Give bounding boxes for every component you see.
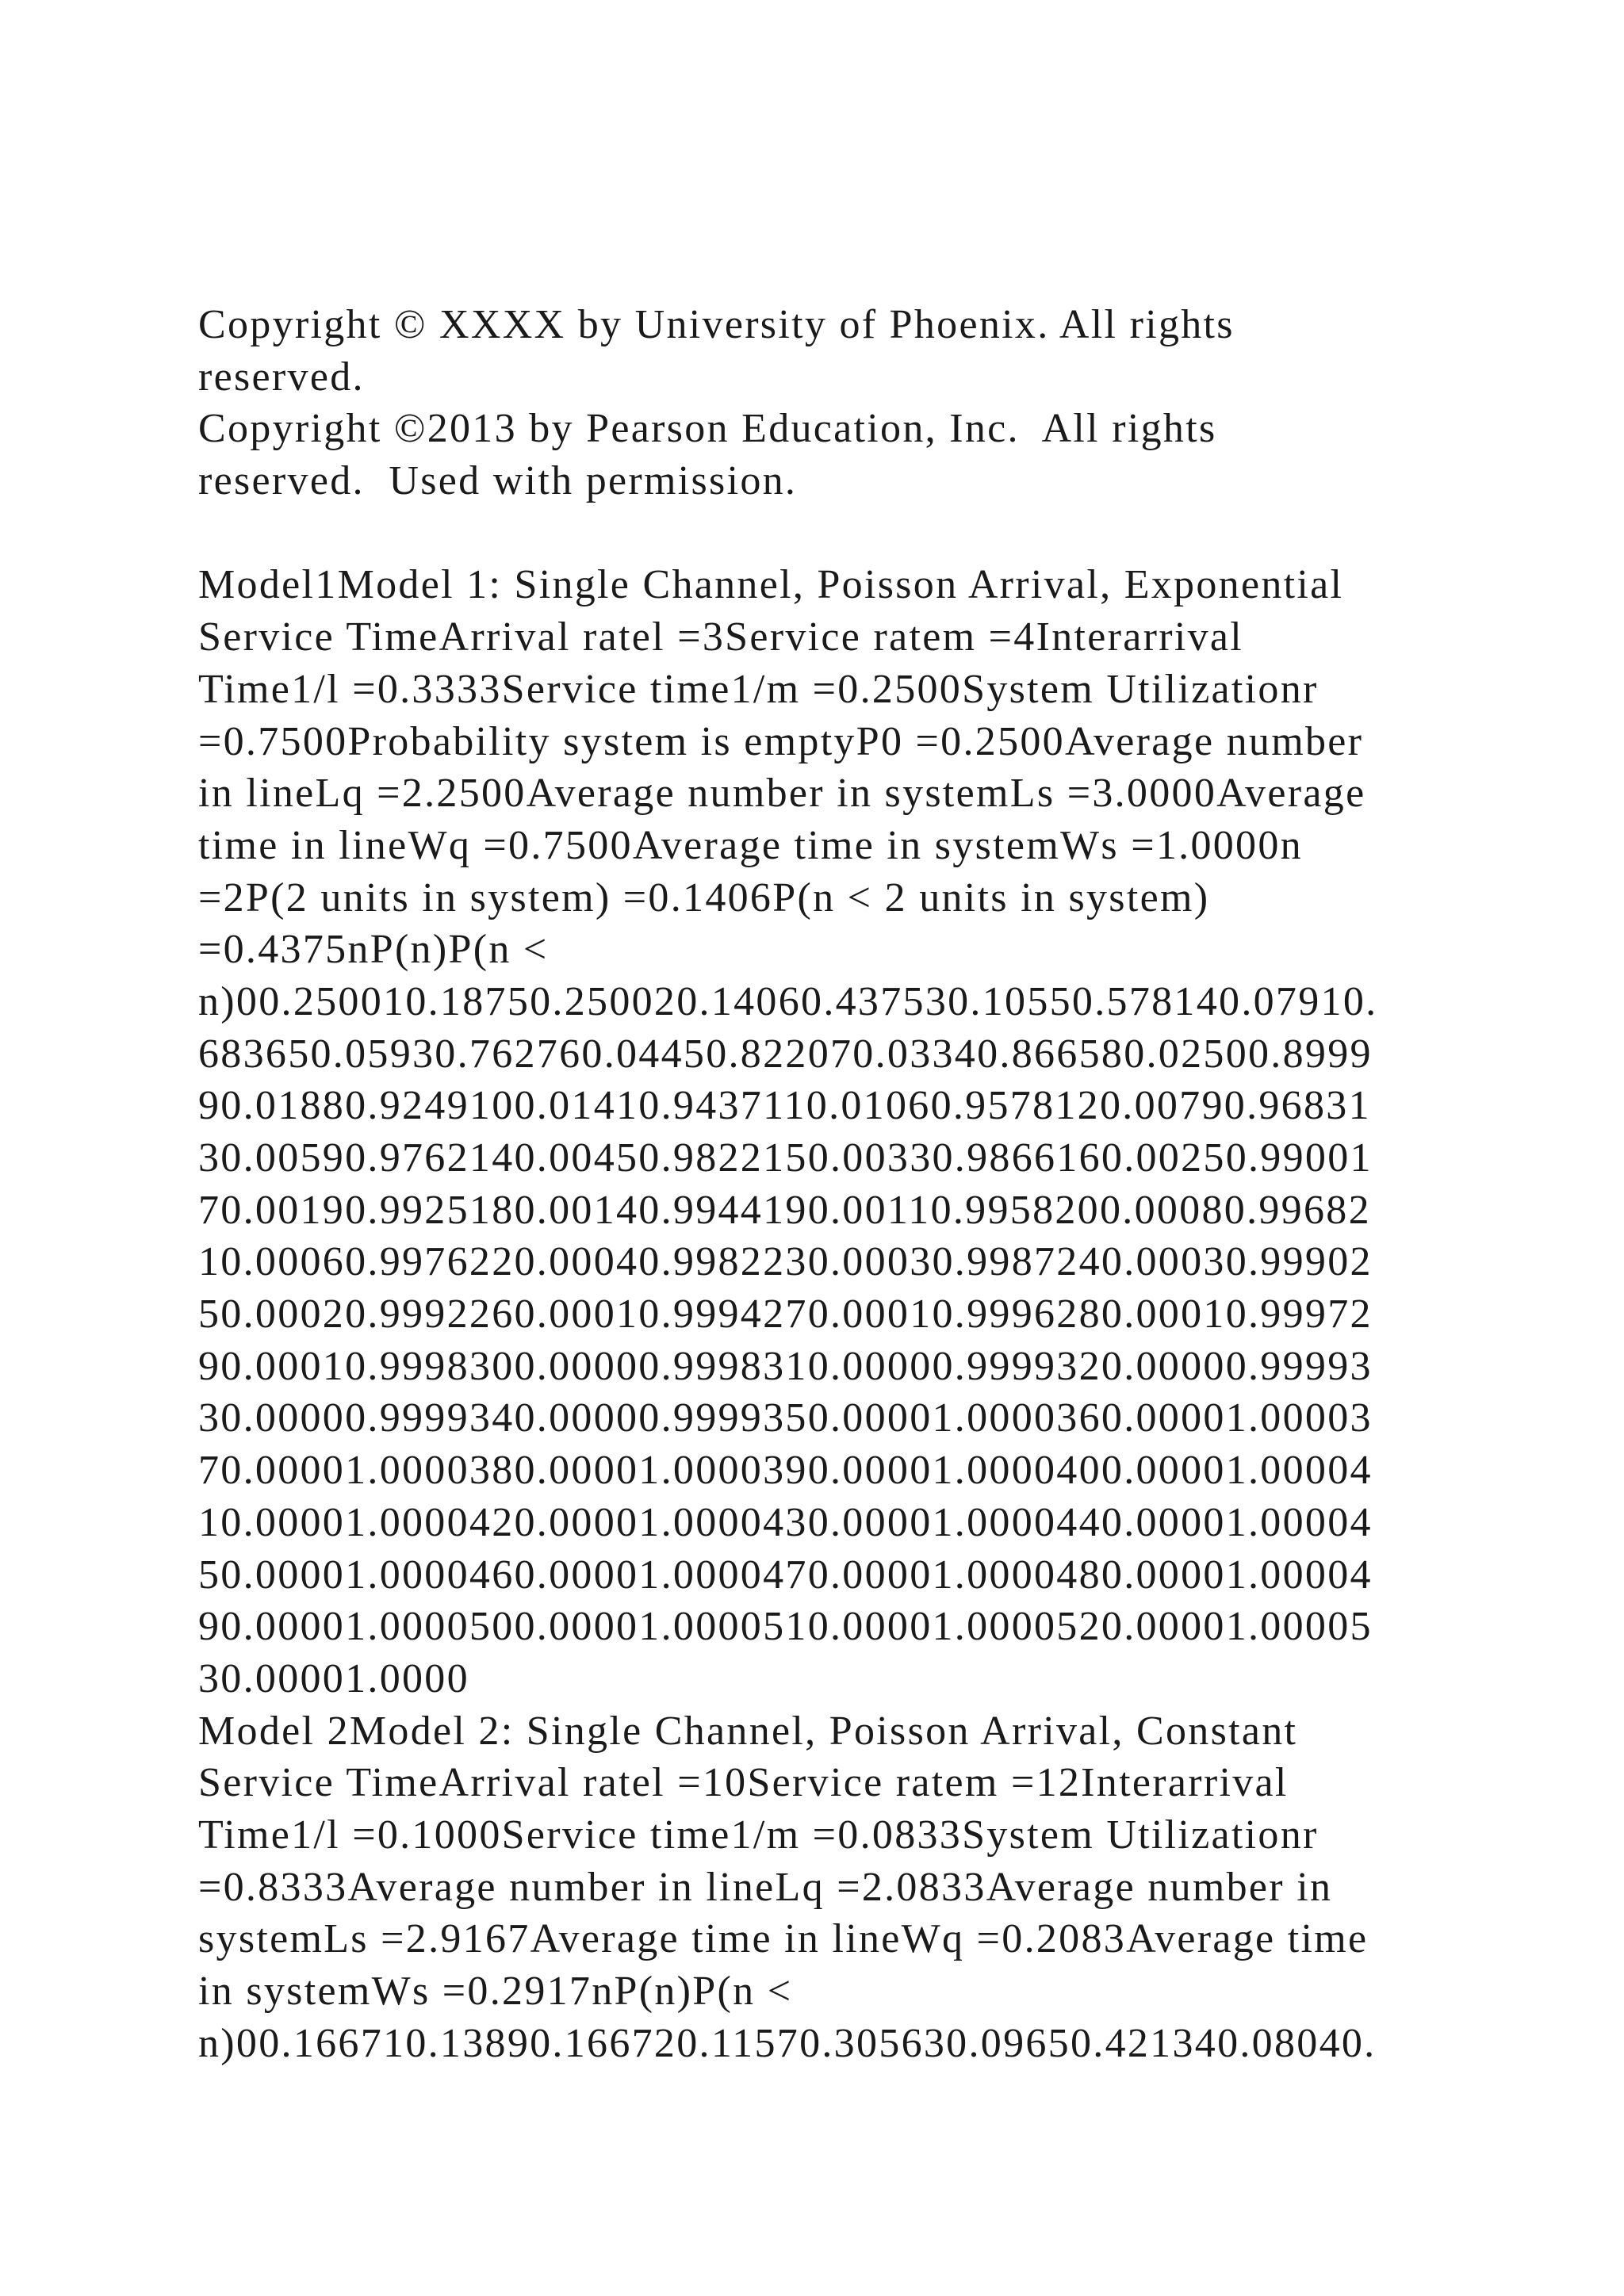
model-1-line: Time1/l =0.3333Service time1/m =0.2500System Utilizationr bbox=[198, 666, 1319, 712]
model-1-line: Service TimeArrival ratel =3Service ratem =4Interarrival bbox=[198, 614, 1244, 660]
model-2-line: in systemWs =0.2917nP(n)P(n < bbox=[198, 1969, 793, 2014]
model-1-line: 90.00010.9998300.00000.9998310.00000.9999320.00000.99993 bbox=[198, 1343, 1373, 1389]
model-1-section bbox=[198, 559, 1435, 1705]
model-2-line: n)00.166710.13890.166720.11570.305630.09650.421340.08040. bbox=[198, 2020, 1377, 2066]
model-1-line: n)00.250010.18750.250020.14060.437530.10550.578140.07910. bbox=[198, 978, 1378, 1024]
model-1-line: in lineLq =2.2500Average number in systemLs =3.0000Average bbox=[198, 771, 1366, 817]
model-1-line: =0.7500Probability system is emptyP0 =0.2500Average number bbox=[198, 718, 1364, 764]
model-1-line: 683650.05930.762760.04450.822070.03340.866580.02500.8999 bbox=[198, 1031, 1373, 1077]
model-1-line: 90.00001.0000500.00001.0000510.00001.0000520.00001.00005 bbox=[198, 1604, 1373, 1650]
model-1-line: Model1Model 1: Single Channel, Poisson Arrival, Exponential bbox=[198, 562, 1344, 608]
model-2-line: systemLs =2.9167Average time in lineWq =0.2083Average time bbox=[198, 1916, 1369, 1962]
model-2-line: =0.8333Average number in lineLq =2.0833Average number in bbox=[198, 1864, 1333, 1910]
copyright-line: Copyright © XXXX by University of Phoenix. All rights bbox=[198, 302, 1235, 347]
model-1-line: 30.00001.0000 bbox=[198, 1655, 469, 1701]
model-2-section bbox=[198, 1705, 1435, 2070]
model-1-line: 70.00190.9925180.00140.9944190.00110.9958200.00080.99682 bbox=[198, 1187, 1371, 1233]
model-1-line: =2P(2 units in system) =0.1406P(n < 2 units in system) bbox=[198, 874, 1210, 920]
model-2-line: Time1/l =0.1000Service time1/m =0.0833System Utilizationr bbox=[198, 1812, 1319, 1858]
model-1-line: time in lineWq =0.7500Average time in systemWs =1.0000n bbox=[198, 822, 1303, 868]
model-1-line: =0.4375nP(n)P(n < bbox=[198, 927, 549, 973]
model-1-line: 50.00020.9992260.00010.9994270.00010.9996280.00010.99972 bbox=[198, 1292, 1373, 1337]
model-1-line: 30.00000.9999340.00000.9999350.00001.0000360.00001.00003 bbox=[198, 1395, 1373, 1441]
model-1-line: 10.00060.9976220.00040.9982230.00030.9987240.00030.99902 bbox=[198, 1239, 1373, 1285]
model-2-line: Service TimeArrival ratel =10Service ratem =12Interarrival bbox=[198, 1760, 1289, 1806]
model-1-line: 10.00001.0000420.00001.0000430.00001.0000440.00001.00004 bbox=[198, 1499, 1373, 1545]
model-1-line: 90.01880.9249100.01410.9437110.01060.9578120.00790.96831 bbox=[198, 1083, 1371, 1129]
copyright-line: reserved. Used with permission. bbox=[198, 458, 798, 504]
model-1-line: 50.00001.0000460.00001.0000470.00001.0000480.00001.00004 bbox=[198, 1552, 1373, 1598]
document-body bbox=[198, 299, 1435, 2069]
model-1-line: 30.00590.9762140.00450.9822150.00330.9866160.00250.99001 bbox=[198, 1135, 1373, 1181]
model-2-line: Model 2Model 2: Single Channel, Poisson Arrival, Constant bbox=[198, 1708, 1298, 1754]
copyright-line: Copyright ©2013 by Pearson Education, Inc. All rights bbox=[198, 406, 1217, 452]
copyright-line: reserved. bbox=[198, 354, 365, 400]
paragraph-spacer bbox=[198, 507, 1435, 560]
model-1-line: 70.00001.0000380.00001.0000390.00001.0000400.00001.00004 bbox=[198, 1448, 1373, 1494]
copyright-notice bbox=[198, 299, 1435, 507]
